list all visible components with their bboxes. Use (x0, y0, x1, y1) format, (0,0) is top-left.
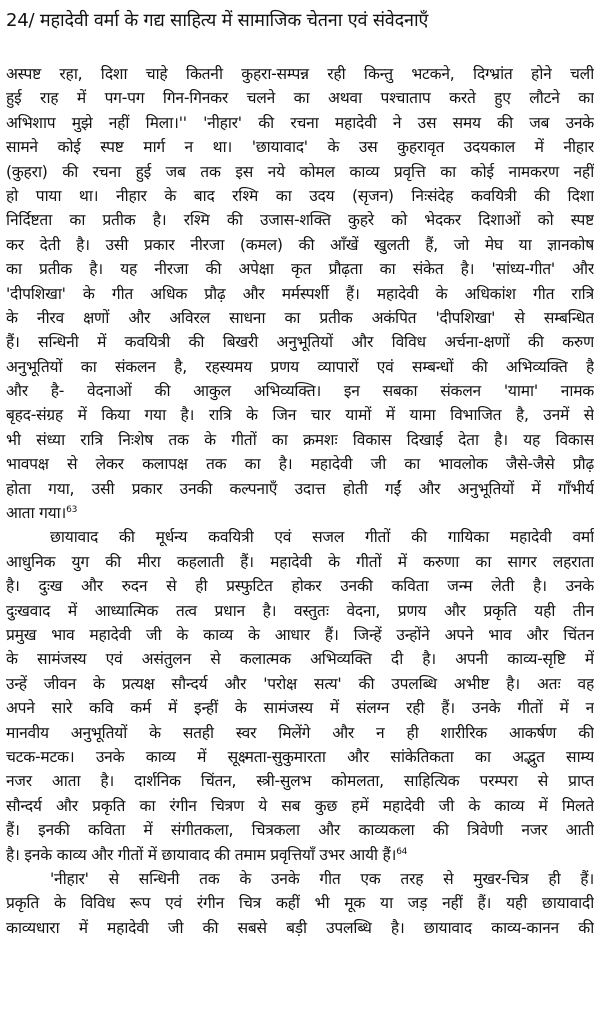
paragraph-2 (6, 525, 594, 866)
text-line: अपने सारे कवि कर्म में इन्हीं के सामंजस्य में संलग्न रही हैं। उनके गीतों में न (6, 699, 594, 718)
text-line: है। दुःख और रुदन से ही प्रस्फुटित होकर उनकी कविता जन्म लेती है। उनके (6, 577, 594, 596)
paragraph-3 (6, 867, 594, 940)
text-line: अभिशाप मुझे नहीं मिला।'' 'नीहार' की रचना महादेवी ने उस समय की जब उनके (6, 113, 594, 132)
text-line: के नीरव क्षणों और अविरल साधना का प्रतीक अकंपित 'दीपशिखा' से सम्बन्धित (6, 308, 594, 327)
text-line: बृहद-संग्रह में किया गया है। रात्रि के जिन चार यामों में यामा विभाजित है, उनमें से (6, 406, 594, 425)
text-line: उन्हें जीवन के प्रत्यक्ष सौन्दर्य और 'परोक्ष सत्य' की उपलब्धि अभीष्ट है। अतः वह (6, 674, 594, 693)
text-line: अस्पष्ट रहा, दिशा चाहे कितनी कुहरा-सम्पन्न रही किन्तु भटकने, दिग्भ्रांत होने चली (6, 65, 594, 83)
running-title: महादेवी वर्मा के गद्य साहित्य में सामाजिक चेतना एवं संवेदनाएँ (39, 10, 429, 31)
text-line: हो पाया था। नीहार के बाद रश्मि का उदय (सृजन) निःसंदेह कवयित्री की दिशा (6, 186, 594, 205)
text-line: आधुनिक युग की मीरा कहलाती हैं। महादेवी के गीतों में करुणा का सागर लहराता (6, 552, 594, 571)
text-line: काव्यधारा में महादेवी जी की सबसे बड़ी उपलब्धि है। छायावाद काव्य-कानन की (6, 918, 594, 937)
text-line: और है- वेदनाओं की आकुल अभिव्यक्ति। इन सबका संकलन 'यामा' नामक (6, 382, 594, 401)
text-line: चटक-मटक। उनके काव्य में सूक्ष्मता-सुकुमारता और सांकेतिकता का अद्भुत साम्य (6, 747, 594, 766)
text-line: भी संध्या रात्रि निःशेष तक के गीतों का क्रमशः विकास दिखाई देता है। यह विकास (6, 430, 594, 449)
text-line: 'दीपशिखा' के गीत अधिक प्रौढ़ और मर्मस्पर्शी हैं। महादेवी के अधिकांश गीत रात्रि (6, 284, 594, 303)
footnote-marker: 63 (66, 504, 78, 515)
text-line: प्रमुख भाव महादेवी जी के काव्य के आधार हैं। जिन्हें उन्होंने अपने भाव और चिंतन (6, 625, 594, 644)
text-line: छायावाद की मूर्धन्य कवयित्री एवं सजल गीतों की गायिका महादेवी वर्मा (50, 528, 594, 547)
page-number: 24 (6, 10, 29, 31)
text-line: भावपक्ष से लेकर कलापक्ष तक का है। महादेवी जी का भावलोक जैसे-जैसे प्रौढ़ (6, 455, 594, 474)
text-line: के सामंजस्य एवं असंतुलन से कलात्मक अभिव्यक्ति दी है। अपनी काव्य-सृष्टि में (6, 650, 594, 669)
text-line: (कुहरा) की रचना हुई जब तक इस नये कोमल काव्य प्रवृत्ति का कोई नामकरण नहीं (6, 162, 594, 181)
text-line: सामने कोई स्पष्ट मार्ग न था। 'छायावाद' के उस कुहरावृत उदयकाल में नीहार (6, 138, 594, 157)
text-line: हैं। सन्धिनी में कवयित्री की बिखरी अनुभूतियों और विविध अर्चना-क्षणों की करुण (6, 333, 594, 352)
text-line: सौन्दर्य और प्रकृति का रंगीन चित्रण ये सब कुछ हमें महादेवी जी के काव्य में मिलते (6, 796, 594, 815)
text-line: 'नीहार' से सन्धिनी तक के उनके गीत एक तरह से मुखर-चित्र ही हैं। (50, 869, 594, 888)
footnote-marker: 64 (396, 846, 408, 857)
text-line: प्रकृति के विविध रूप एवं रंगीन चित्र कहीं भी मूक या जड़ नहीं हैं। यही छायावादी (6, 894, 594, 913)
text-line: मानवीय अनुभूतियों के सतही स्वर मिलेंगे और न ही शारीरिक आकर्षण की (6, 723, 594, 742)
running-header (6, 6, 596, 36)
body-text (6, 62, 594, 940)
text-line: निर्दिष्टता का प्रतीक है। रश्मि की उजास-शक्ति कुहरे को भेदकर दिशाओं को स्पष्ट (6, 211, 594, 230)
text-line (6, 501, 594, 525)
text-line: नजर आता है। दार्शनिक चिंतन, स्त्री-सुलभ कोमलता, साहित्यिक परम्परा से प्राप्त (6, 772, 594, 791)
text-line: दुःखवाद में आध्यात्मिक तत्व प्रधान है। वस्तुतः वेदना, प्रणय और प्रकृति यही तीन (6, 601, 594, 620)
line-text: आता गया। (6, 504, 67, 523)
text-line: हैं। इनकी कविता में संगीतकला, चित्रकला और काव्यकला की त्रिवेणी नजर आती (6, 821, 594, 840)
paragraph-1 (6, 62, 594, 525)
header-separator: / (28, 10, 35, 31)
text-line: कर देती है। उसी प्रकार नीरजा (कमल) की आँखें खुलती हैं, जो मेघ या ज्ञानकोष (6, 235, 594, 254)
line-text: है। इनके काव्य और गीतों में छायावाद की तमाम प्रवृत्तियाँ उभर आयी हैं। (6, 845, 397, 864)
text-line: अनुभूतियों का संकलन है, रहस्यमय प्रणय व्यापारों एवं सम्बन्धों की अभिव्यक्ति है (6, 357, 594, 376)
text-line (6, 843, 594, 867)
text-line: होता गया, उसी प्रकार उनकी कल्पनाएँ उदात्त होती गईं और अनुभूतियों में गाँभीर्य (6, 479, 594, 498)
text-line: का प्रतीक है। यह नीरजा की अपेक्षा कृत प्रौढ़ता का संकेत है। 'सांध्य-गीत' और (6, 260, 594, 279)
text-line: हुई राह में पग-पग गिन-गिनकर चलने का अथवा पश्चाताप करते हुए लौटने का (6, 89, 594, 108)
